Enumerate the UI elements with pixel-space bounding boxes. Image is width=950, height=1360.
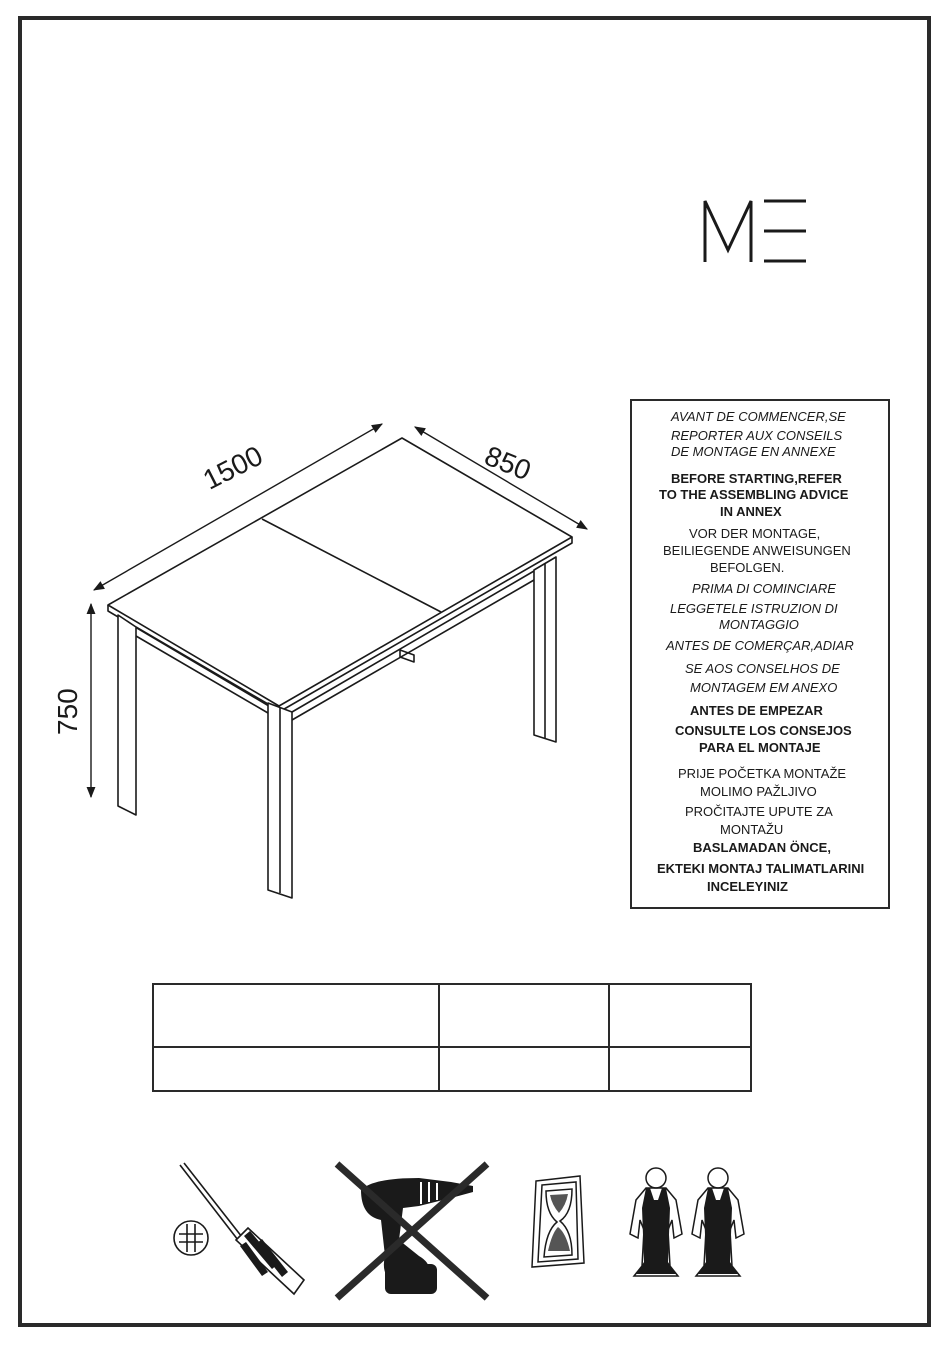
notice-line: CONSULTE LOS CONSEJOS (675, 723, 852, 738)
notice-line: DE MONTAGE EN ANNEXE (671, 444, 836, 459)
notice-line: AVANT DE COMMENCER,SE (671, 409, 846, 424)
notice-line: IN ANNEX (720, 504, 782, 519)
notice-line: INCELEYINIZ (707, 879, 788, 894)
notice-line: MONTAŽU (720, 822, 784, 837)
notice-line: PROČITAJTE UPUTE ZA (685, 804, 833, 819)
notice-line: MONTAGGIO (719, 617, 799, 632)
notice-line: ANTES DE EMPEZAR (690, 703, 823, 718)
notice-line: MONTAGEM EM ANEXO (690, 680, 838, 695)
hourglass-icon (528, 1173, 588, 1271)
table-divider (608, 985, 610, 1090)
assembly-notice-box (630, 399, 890, 909)
notice-line: MOLIMO PAŽLJIVO (700, 784, 817, 799)
table-divider (154, 1046, 750, 1048)
notice-line: ANTES DE COMERÇAR,ADIAR (666, 638, 854, 653)
notice-line: PRIJE POČETKA MONTAŽE (678, 766, 847, 781)
no-power-drill-icon (333, 1160, 493, 1302)
notice-line: REPORTER AUX CONSEILS (671, 428, 843, 443)
table-divider (438, 985, 440, 1090)
dimension-width: 1500 (198, 439, 268, 496)
dimension-height: 750 (52, 688, 83, 735)
notice-line: VOR DER MONTAGE, (689, 526, 821, 541)
parts-table (152, 983, 752, 1092)
phillips-screwdriver-icon (168, 1160, 308, 1300)
notice-line: LEGGETELE ISTRUZION DI (670, 601, 838, 616)
notice-line: BASLAMADAN ÖNCE, (693, 840, 831, 855)
notice-line: BEILIEGENDE ANWEISUNGEN (663, 543, 851, 558)
notice-line: BEFORE STARTING,REFER (671, 471, 842, 486)
notice-line: PARA EL MONTAJE (699, 740, 821, 755)
notice-line: BEFOLGEN. (710, 560, 785, 575)
notice-line: SE AOS CONSELHOS DE (685, 661, 840, 676)
notice-line: EKTEKI MONTAJ TALIMATLARINI (657, 861, 865, 876)
two-persons-icon (624, 1166, 752, 1280)
dimension-depth: 850 (480, 440, 536, 487)
notice-line: TO THE ASSEMBLING ADVICE (659, 487, 849, 502)
notice-line: PRIMA DI COMINCIARE (692, 581, 836, 596)
